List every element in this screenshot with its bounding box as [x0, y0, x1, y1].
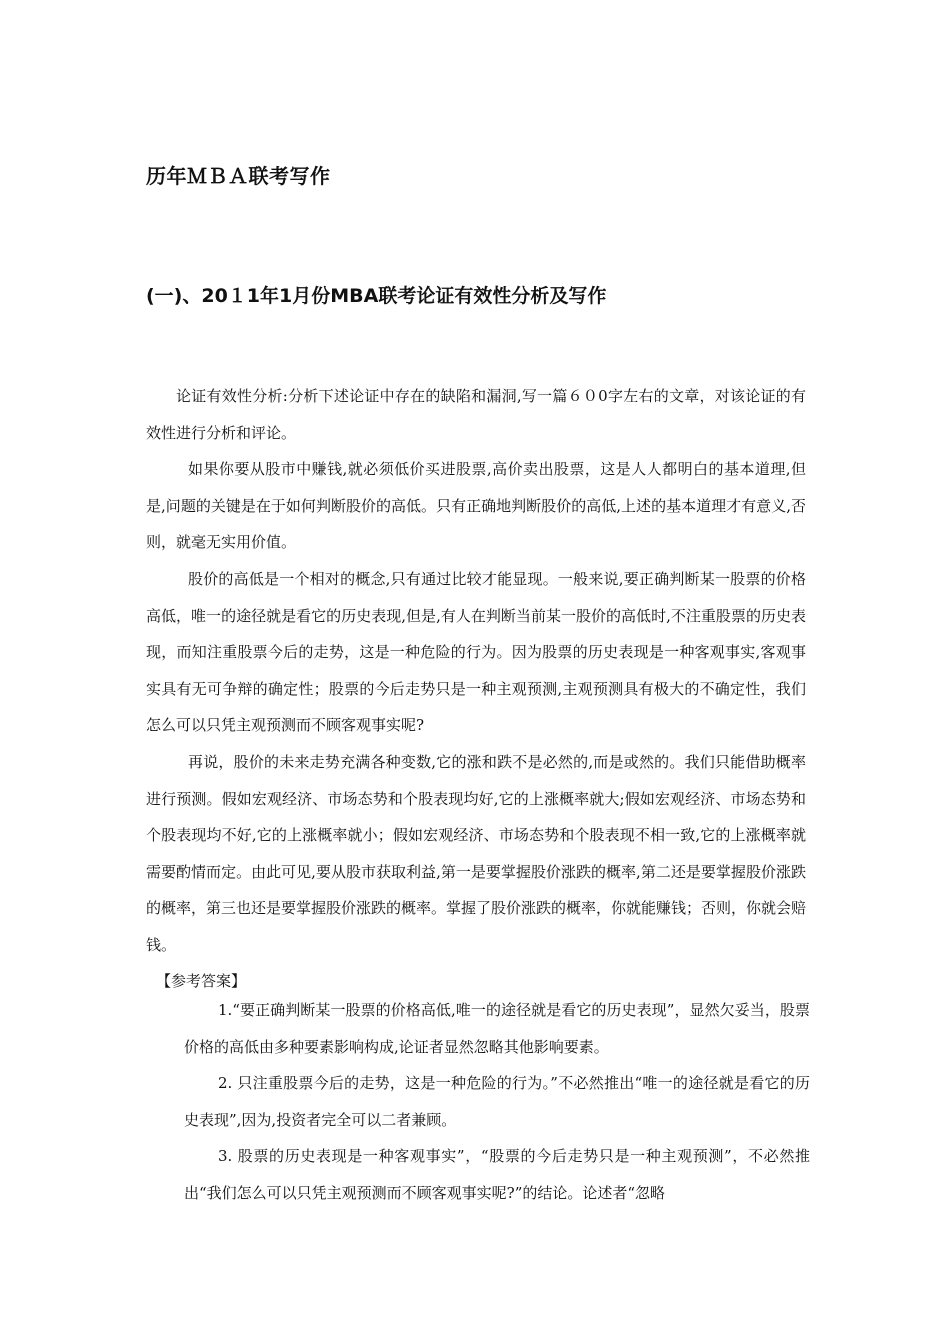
answer-item-2: 2. 只注重股票今后的走势，这是一种危险的行为。”不必然推出“唯一的途径就是看它的历史表现”,因为,投资者完全可以二者兼顾。 — [184, 1074, 810, 1129]
answer-item-1: 1.“要正确判断某一股票的价格高低,唯一的途径就是看它的历史表现”，显然欠妥当，股票价格的高低由多种要素影响构成,论证者显然忽略其他影响要素。 — [184, 1001, 810, 1056]
argument-paragraph-1: 如果你要从股市中赚钱,就必须低价买进股票,高价卖出股票，这是人人都明白的基本道理,但是,问题的关键是在于如何判断股价的高低。只有正确地判断股价的高低,上述的基本道理才有意义,否则，就毫无实用价值。 — [146, 460, 806, 552]
answer-list — [184, 992, 810, 1212]
answer-item-3: 3. 股票的历史表现是一种客观事实”，“股票的今后走势只是一种主观预测”，不必然推出“我们怎么可以只凭主观预测而不顾客观事实呢?”的结论。论述者“忽略 — [184, 1147, 810, 1202]
argument-paragraph-2: 股价的高低是一个相对的概念,只有通过比较才能显现。一般来说,要正确判断某一股票的价格高低，唯一的途径就是看它的历史表现,但是,有人在判断当前某一股价的高低时,不注重股票的历史表现，而知注重股票今后的走势，这是一种危险的行为。因为股票的历史表现是一种客观事实,客观事实具有无可争辩的确定性；股票的今后走势只是一种主观预测,主观预测具有极大的不确定性，我们怎么可以只凭主观预测而不顾客观事实呢? — [146, 569, 806, 735]
answer-label: 【参考答案】 — [156, 972, 247, 990]
argument-paragraph-3: 再说，股价的未来走势充满各种变数,它的涨和跌不是必然的,而是或然的。我们只能借助概率进行预测。假如宏观经济、市场态势和个股表现均好,它的上涨概率就大;假如宏观经济、市场态势和个股表现均不好,它的上涨概率就小；假如宏观经济、市场态势和个股表现不相一致,它的上涨概率就需要酌情而定。由此可见,要从股市获取利益,第一是要掌握股价涨跌的概率,第二还是要掌握股价涨跌的概率，第三也还是要掌握股价涨跌的概率。掌握了股价涨跌的概率，你就能赚钱；否则，你就会赔钱。 — [146, 752, 807, 954]
instruction-paragraph: 论证有效性分析:分析下述论证中存在的缺陷和漏洞,写一篇６０0字左右的文章，对该论证的有效性进行分析和评论。 — [146, 387, 806, 442]
section-heading: (一)、20１1年1月份MBA联考论证有效性分析及写作 — [146, 285, 607, 307]
question-body — [146, 378, 806, 964]
document-title: 历年ＭＢＡ联考写作 — [146, 164, 331, 188]
